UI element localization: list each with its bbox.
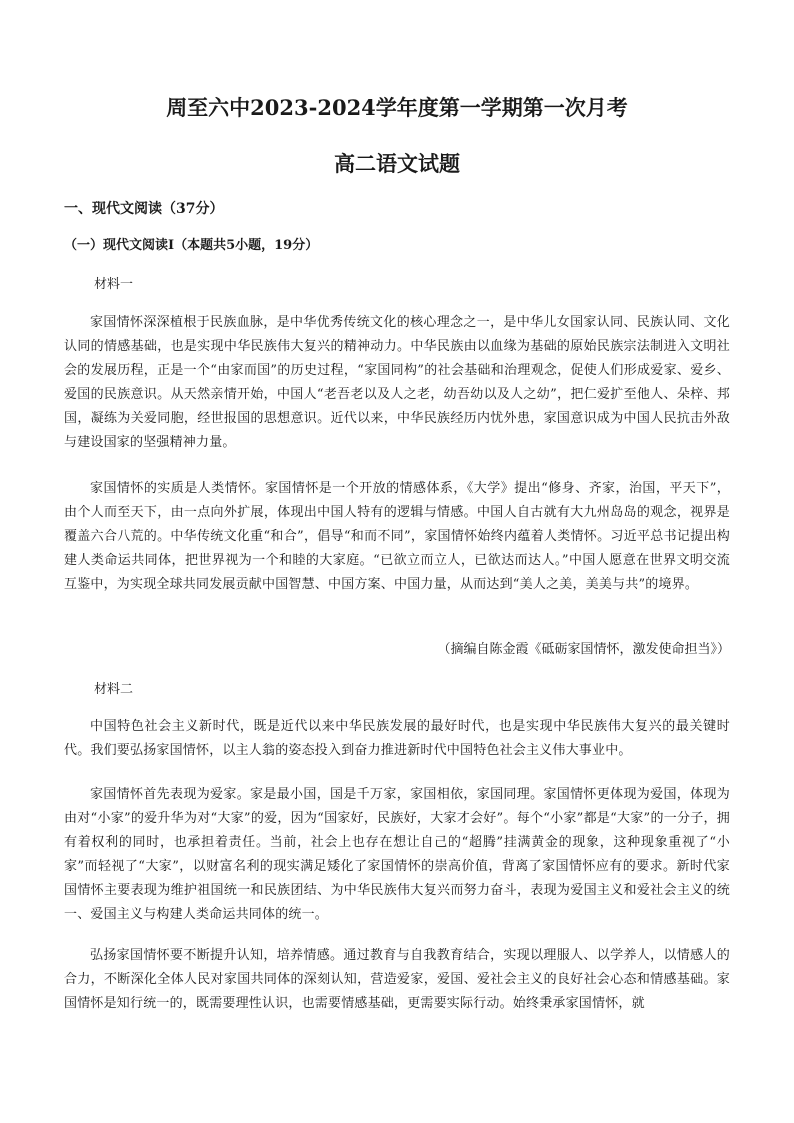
material-2-label: 材料二 bbox=[94, 682, 134, 697]
material-2-paragraph-3: 弘扬家国情怀要不断提升认知，培养情感。通过教育与自我教育结合，实现以理服人、以学养人，以情感人的合力，不断深化全体人民对家国共同体的深刻认知，营造爱家，爱国、爱社会主义的良好社会心态和情感基础。家国情怀是知行统一的，既需要理性认识，也需要情感基础，更需要实际行动。始终秉承家国情怀，就 bbox=[64, 948, 730, 1011]
subsection-heading: （一）现代文阅读I（本题共5小题，19分） bbox=[64, 238, 319, 253]
material-1-source: （摘编自陈金霞《砥砺家国情怀，激发使命担当》） bbox=[437, 642, 730, 657]
document-subtitle: 高二语文试题 bbox=[334, 151, 460, 176]
material-1-paragraph-1: 家国情怀深深植根于民族血脉，是中华优秀传统文化的核心理念之一，是中华儿女国家认同、民族认同、文化认同的情感基础，也是实现中华民族伟大复兴的精神动力。中华民族由以血缘为基础的原始民族宗法制进入文明社会的发展历程，正是一个“由家而国”的历史过程，“家国同构”的社会基础和治理观念，促使人们形成爱家、爱乡、爱国的民族意识。从天然亲情开始，中国人“老吾老以及人之老，幼吾幼以及人之幼”，把仁爱扩至他人、朵梓、邦国，凝练为关爱同胞，经世报国的思想意识。近代以来，中华民族经历内忧外患，家国意识成为中国人民抗击外敌与建设国家的坚强精神力量。 bbox=[64, 315, 730, 450]
material-2-paragraph-2: 家国情怀首先表现为爱家。家是最小国，国是千万家，家国相依，家国同理。家国情怀更体现为爱国，体现为由对“小家”的爱升华为对“大家”的爱，因为“国家好，民族好，大家才会好”。每个“小家”都是“大家”的一分子，拥有着权利的同时，也承担着责任。当前，社会上也存在想让自己的“超腾”挂满黄金的现象，这种现象重视了“小家”而轻视了“大家”，以财富名利的现实满足矮化了家国情怀的崇高价值，背离了家国情怀应有的要求。新时代家国情怀主要表现为维护祖国统一和民族团结、为中华民族伟大复兴而努力奋斗，表现为爱国主义和爱社会主义的统一、爱国主义与构建人类命运共同体的统一。 bbox=[64, 787, 730, 922]
section-heading: 一、现代文阅读（37分） bbox=[64, 201, 224, 217]
material-1-label: 材料一 bbox=[94, 277, 134, 292]
document-title: 周至六中2023-2024学年度第一学期第一次月考 bbox=[166, 95, 628, 120]
material-1-paragraph-2: 家国情怀的实质是人类情怀。家国情怀是一个开放的情感体系，《大学》提出“修身、齐家，治国，平天下”，由个人而至天下，由一点向外扩展，体现出中国人特有的逻辑与情感。中国人自古就有大九州岛岛的观念，视界是覆盖六合八荒的。中华传统文化重“和合”，倡导“和而不同”，家国情怀始终内蕴着人类情怀。习近平总书记提出构建人类命运共同体，把世界视为一个和睦的大家庭。“已欲立而立人，已欲达而达人。”中国人愿意在世界文明交流互鉴中，为实现全球共同发展贡献中国智慧、中国方案、中国力量，从而达到“美人之美，美美与共”的境界。 bbox=[64, 481, 730, 592]
material-2-paragraph-1: 中国特色社会主义新时代，既是近代以来中华民族发展的最好时代，也是实现中华民族伟大复兴的最关键时代。我们要弘扬家国情怀，以主人翁的姿态投入到奋力推进新时代中国特色社会主义伟大事业中。 bbox=[64, 719, 730, 758]
